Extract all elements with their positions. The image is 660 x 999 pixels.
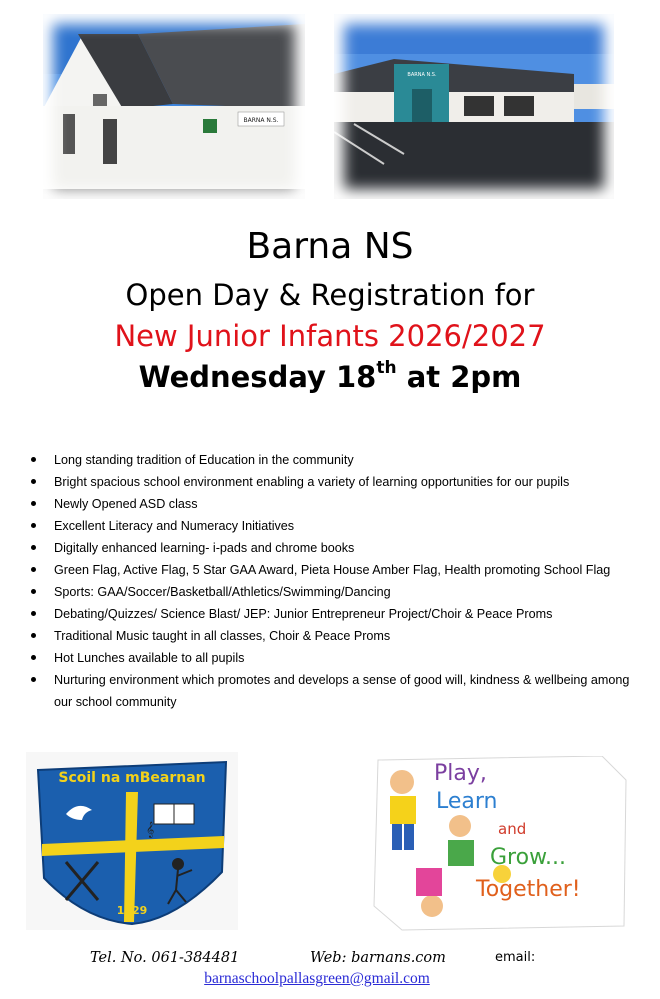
play-text: Play, <box>434 761 487 786</box>
treble-clef-icon: 𝄞 <box>146 822 155 838</box>
crest-motto: Scoil na mBearnan <box>58 770 206 786</box>
list-item: Debating/Quizzes/ Science Blast/ JEP: Junior Entrepreneur Project/Choir & Peace Proms <box>26 603 642 625</box>
feature-list <box>26 449 642 713</box>
left-photo-sign: BARNA N.S. <box>243 117 279 124</box>
list-item: Bright spacious school environment enabling a variety of learning opportunities for our pupils <box>26 471 642 493</box>
list-item: Long standing tradition of Education in the community <box>26 449 642 471</box>
date-time: at 2pm <box>396 360 522 394</box>
telephone: Tel. No. 061-384481 <box>90 950 240 966</box>
school-crest <box>26 752 238 930</box>
school-photo-entrance <box>334 14 614 199</box>
school-photo-front <box>43 14 305 199</box>
play-learn-grow-graphic <box>372 756 630 932</box>
email-link[interactable]: barnaschoolpallasgreen@gmail.com <box>204 970 430 987</box>
and-text: and <box>498 820 527 838</box>
list-item: Nurturing environment which promotes and develops a sense of good will, kindness & wellbeing among our school community <box>26 669 642 713</box>
crest-year: 1929 <box>116 904 148 917</box>
date-heading <box>0 360 660 394</box>
date-main: Wednesday 18 <box>138 360 377 394</box>
school-name-heading: Barna NS <box>246 226 414 267</box>
list-item: Hot Lunches available to all pupils <box>26 647 642 669</box>
list-item: Traditional Music taught in all classes, Choir & Peace Proms <box>26 625 642 647</box>
list-item: Digitally enhanced learning- i-pads and chrome books <box>26 537 642 559</box>
child-icon <box>421 895 443 917</box>
list-item: Newly Opened ASD class <box>26 493 642 515</box>
website[interactable]: Web: barnans.com <box>310 950 446 966</box>
together-text: Together! <box>476 877 581 902</box>
grow-text: Grow... <box>490 845 567 870</box>
list-item: Excellent Literacy and Numeracy Initiatives <box>26 515 642 537</box>
contact-line <box>90 950 650 970</box>
date-suffix: th <box>376 358 397 378</box>
list-item: Green Flag, Active Flag, 5 Star GAA Award, Pieta House Amber Flag, Health promoting School Flag <box>26 559 642 581</box>
learn-text: Learn <box>436 789 498 814</box>
email-label: email: <box>495 950 536 965</box>
open-day-heading: Open Day & Registration for <box>125 278 535 312</box>
right-photo-sign: BARNA N.S. <box>407 72 437 78</box>
child-icon <box>449 815 471 837</box>
child-icon <box>390 770 414 794</box>
new-infants-heading: New Junior Infants 2026/2027 <box>114 319 546 353</box>
list-item: Sports: GAA/Soccer/Basketball/Athletics/Swimming/Dancing <box>26 581 642 603</box>
